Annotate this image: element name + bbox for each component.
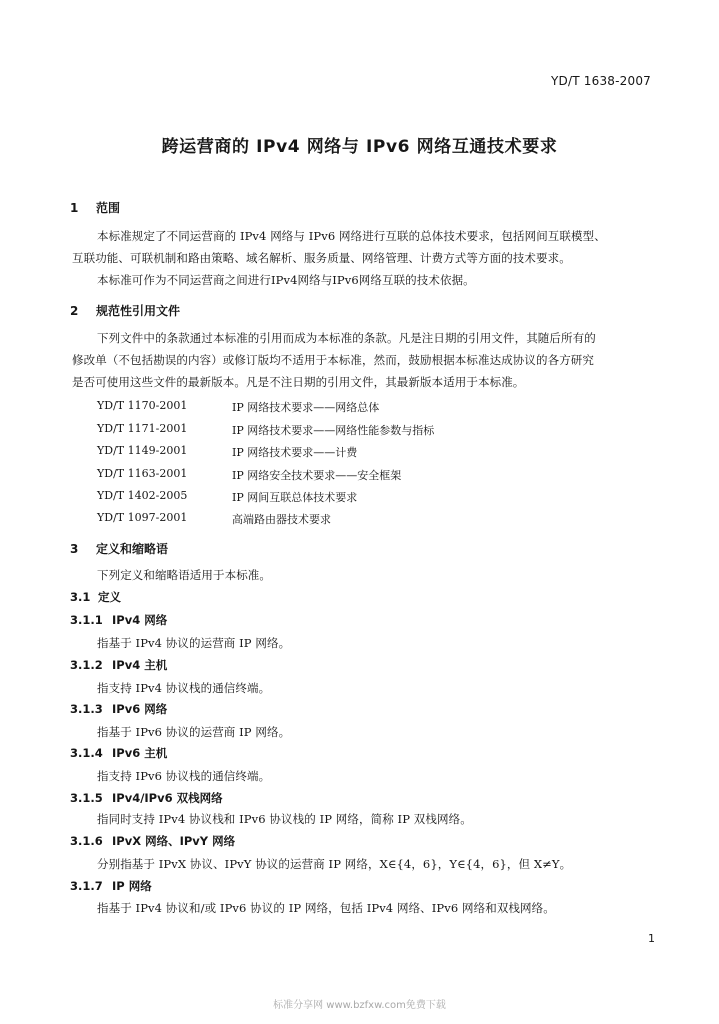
reference-title: IP 网络技术要求——计费 xyxy=(232,446,358,459)
definition-heading xyxy=(70,612,167,628)
reference-code: YD/T 1149-2001 xyxy=(97,444,188,457)
s1-paragraph-line: 本标准规定了不同运营商的 IPv4 网络与 IPv6 网络进行互联的总体技术要求，包括网间互联模型、 xyxy=(97,229,606,243)
reference-code: YD/T 1097-2001 xyxy=(97,511,188,524)
section-title: 定义和缩略语 xyxy=(96,542,169,556)
definition-heading xyxy=(70,878,152,894)
s2-paragraph-line: 是否可使用这些文件的最新版本。凡是不注日期的引用文件，其最新版本适用于本标准。 xyxy=(72,375,525,389)
reference-code: YD/T 1171-2001 xyxy=(97,422,188,435)
definition-term: IPv4 网络 xyxy=(112,613,168,627)
definition-text: 指基于 IPv6 协议的运营商 IP 网络。 xyxy=(97,725,291,739)
section-number: 2 xyxy=(70,304,79,318)
definition-heading xyxy=(70,657,167,673)
definition-term: IP 网络 xyxy=(112,879,152,893)
section-3-heading xyxy=(70,540,168,557)
s3-intro: 下列定义和缩略语适用于本标准。 xyxy=(97,568,271,582)
s1-paragraph-line: 本标准可作为不同运营商之间进行IPv4网络与IPv6网络互联的技术依据。 xyxy=(97,273,475,287)
reference-title: IP 网络技术要求——网络总体 xyxy=(232,401,380,414)
section-1-heading xyxy=(70,199,120,216)
reference-code: YD/T 1402-2005 xyxy=(97,489,188,502)
s1-paragraph-line: 互联功能、可联机制和路由策略、域名解析、服务质量、网络管理、计费方式等方面的技术要求。 xyxy=(72,251,571,265)
definition-text: 指支持 IPv4 协议栈的通信终端。 xyxy=(97,681,271,695)
reference-title: IP 网络安全技术要求——安全框架 xyxy=(232,469,402,482)
page-number: 1 xyxy=(648,932,655,945)
reference-code: YD/T 1170-2001 xyxy=(97,399,188,412)
definition-number: 3.1.6 xyxy=(70,834,103,848)
document-title: 跨运营商的 IPv4 网络与 IPv6 网络互通技术要求 xyxy=(161,137,558,157)
section-number: 3 xyxy=(70,542,79,556)
subsection-title: 定义 xyxy=(98,590,121,604)
subsection-number: 3.1 xyxy=(70,590,91,604)
definition-number: 3.1.4 xyxy=(70,746,103,760)
definition-number: 3.1.7 xyxy=(70,879,103,893)
definition-text: 指支持 IPv6 协议栈的通信终端。 xyxy=(97,769,271,783)
definition-text: 指基于 IPv4 协议的运营商 IP 网络。 xyxy=(97,636,291,650)
s2-paragraph-line: 修改单（不包括勘误的内容）或修订版均不适用于本标准，然而，鼓励根据本标准达成协议的各方研究 xyxy=(72,353,594,367)
definition-text: 指基于 IPv4 协议和/或 IPv6 协议的 IP 网络，包括 IPv4 网络、IPv6 网络和双栈网络。 xyxy=(97,901,555,915)
section-title: 范围 xyxy=(96,201,121,215)
reference-code: YD/T 1163-2001 xyxy=(97,467,188,480)
definition-number: 3.1.1 xyxy=(70,613,103,627)
subsection-3-1-heading xyxy=(70,589,121,605)
definition-heading xyxy=(70,701,167,717)
definition-number: 3.1.5 xyxy=(70,791,103,805)
reference-title: IP 网络技术要求——网络性能参数与指标 xyxy=(232,424,435,437)
definition-heading xyxy=(70,790,223,806)
definition-term: IPv4/IPv6 双栈网络 xyxy=(112,791,223,805)
definition-text: 指同时支持 IPv4 协议栈和 IPv6 协议栈的 IP 网络，简称 IP 双栈网络。 xyxy=(97,812,472,826)
definition-text: 分别指基于 IPvX 协议、IPvY 协议的运营商 IP 网络，X∈{4，6}，Y∈{4，6}，但 X≠Y。 xyxy=(97,857,572,871)
definition-heading xyxy=(70,745,167,761)
section-title: 规范性引用文件 xyxy=(96,304,181,318)
definition-number: 3.1.2 xyxy=(70,658,103,672)
definition-heading xyxy=(70,833,235,849)
definition-number: 3.1.3 xyxy=(70,702,103,716)
definition-term: IPv4 主机 xyxy=(112,658,168,672)
reference-title: 高端路由器技术要求 xyxy=(232,513,331,526)
standard-code: YD/T 1638-2007 xyxy=(551,74,651,88)
s2-paragraph-line: 下列文件中的条款通过本标准的引用而成为本标准的条款。凡是注日期的引用文件，其随后所有的 xyxy=(97,331,596,345)
reference-title: IP 网间互联总体技术要求 xyxy=(232,491,358,504)
section-number: 1 xyxy=(70,201,79,215)
section-2-heading xyxy=(70,302,180,319)
watermark-footer: 标准分享网 www.bzfxw.com免费下载 xyxy=(273,1000,446,1011)
definition-term: IPv6 网络 xyxy=(112,702,168,716)
definition-term: IPv6 主机 xyxy=(112,746,168,760)
definition-term: IPvX 网络、IPvY 网络 xyxy=(112,834,236,848)
